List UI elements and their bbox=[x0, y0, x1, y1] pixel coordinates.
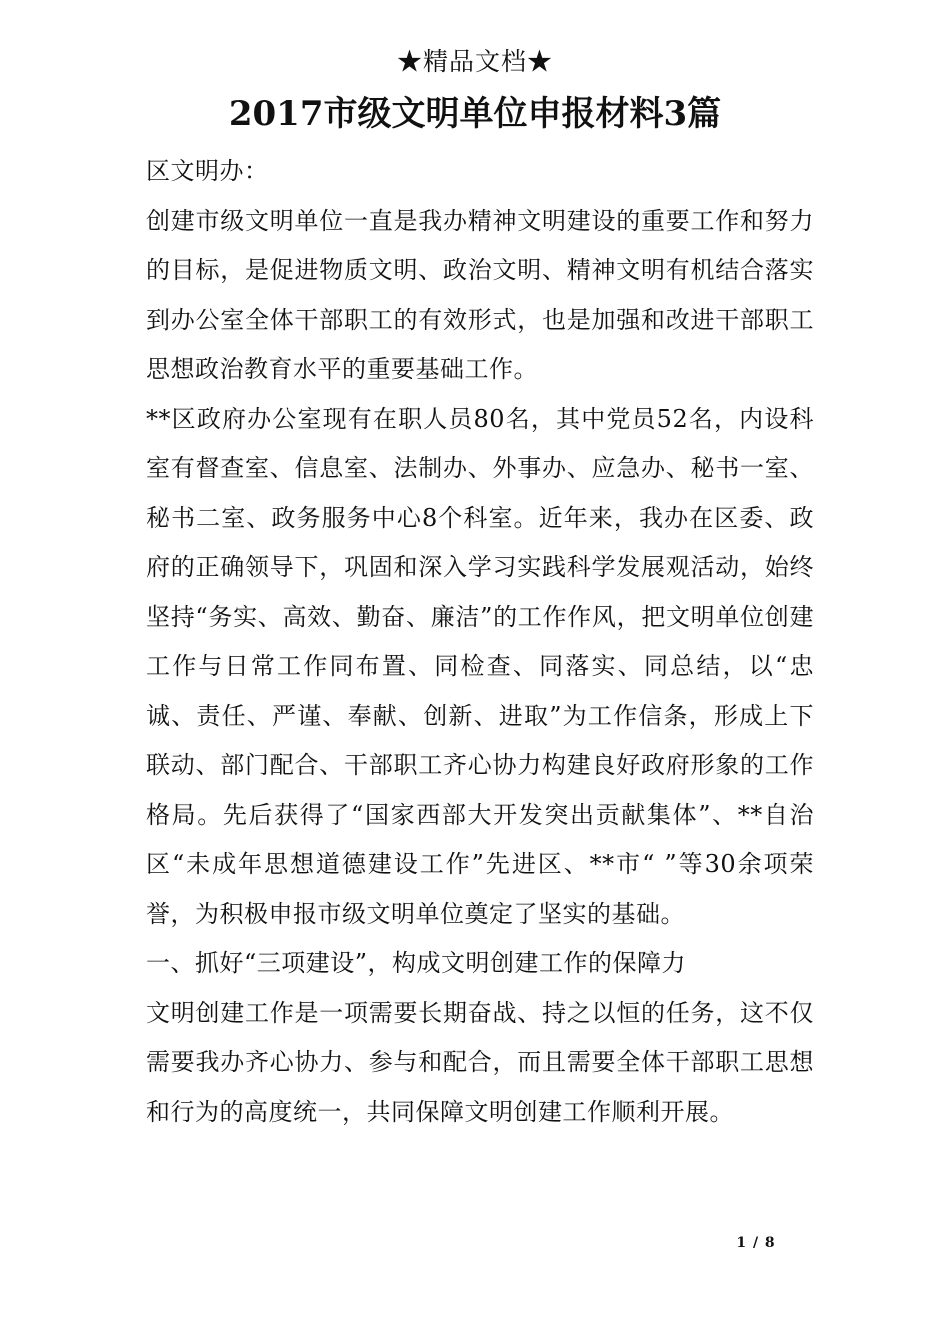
document-body bbox=[146, 147, 814, 1137]
paragraph: 文明创建工作是一项需要长期奋战、持之以恒的任务，这不仅需要我办齐心协力、参与和配合，而且需要全体干部职工思想和行为的高度统一，共同保障文明创建工作顺利开展。 bbox=[146, 998, 814, 1126]
paragraph: 创建市级文明单位一直是我办精神文明建设的重要工作和努力的目标，是促进物质文明、政治文明、精神文明有机结合落实到办公室全体干部职工的有效形式，也是加强和改进干部职工思想政治教育水平的重要基础工作。 bbox=[146, 206, 814, 383]
document-title: 2017市级文明单位申报材料3篇 bbox=[228, 94, 722, 134]
paragraph: **区政府办公室现有在职人员80名，其中党员52名，内设科室有督查室、信息室、法制办、外事办、应急办、秘书一室、秘书二室、政务服务中心8个科室。近年来，我办在区委、政府的正确领导下，巩固和深入学习实践科学发展观活动，始终坚持“务实、高效、勤奋、廉洁”的工作作风，把文明单位创建工作与日常工作同布置、同检查、同落实、同总结，以“忠诚、责任、严谨、奉献、创新、进取”为工作信条，形成上下联动、部门配合、干部职工齐心协力构建良好政府形象的工作格局。先后获得了“国家西部大开发突出贡献集体”、**自治区“未成年思想道德建设工作”先进区、**市“ ”等30余项荣誉，为积极申报市级文明单位奠定了坚实的基础。 bbox=[146, 404, 814, 928]
page-number: 1 / 8 bbox=[736, 1235, 776, 1251]
header-mark: ★精品文档★ bbox=[396, 47, 553, 76]
section-heading: 一、抓好“三项建设”，构成文明创建工作的保障力 bbox=[146, 949, 687, 977]
salutation: 区文明办： bbox=[146, 157, 269, 185]
